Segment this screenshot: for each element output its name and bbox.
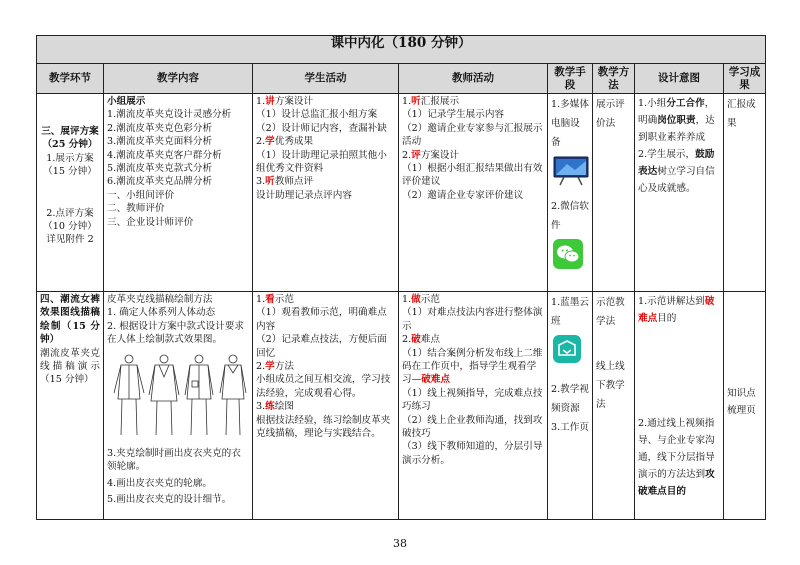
content-line: 5.潮流皮革夹克款式分析 — [107, 163, 213, 175]
student-cell: 1.看示范 （1）观看教师示范，明确难点内容 （2）记录难点技法，方便后面回忆 2.学方法 小组成员之间互相交流，学习技法经验，完成观看心得。 3.练绘图 根据技法经验，练习绘制皮革夹克线描稿，理论与实践结合。 — [253, 292, 399, 520]
activity-label: 绘图 — [274, 401, 294, 413]
table-row — [37, 292, 766, 520]
mosoteach-icon — [553, 335, 589, 370]
content-line: 三、企业设计师评价 — [107, 216, 194, 228]
means-item: 2.微信软件 — [551, 201, 589, 231]
table-title: 课中内化（180 分钟） — [37, 36, 766, 64]
lesson-plan-table — [36, 35, 766, 520]
activity-sub: 设计助理记录点评内容 — [256, 189, 352, 201]
content-line: 6.潮流皮革夹克品牌分析 — [107, 176, 213, 188]
activity-sub: （1）对难点技法内容进行整体演示 — [402, 307, 543, 332]
activity-sub: （1）根据小组汇报结果做出有效评价建议 — [402, 163, 543, 188]
student-cell: 1.讲方案设计 （1）设计总监汇报小组方案 （2）设计师记内容，查漏补缺 2.学优秀成果 （1）设计助理记录拍照其他小组优秀文件资料 3.听教师点评 设计助理记录点评内容 — [253, 94, 399, 292]
activity-label: 方案设计 — [274, 96, 314, 107]
activity-sub: （2）邀请企业专家评价建议 — [402, 189, 524, 201]
key-word: 练 — [265, 401, 275, 413]
method-item: 线上线下教学法 — [596, 361, 625, 410]
content-line: 5.画出皮衣夹克的设计细节。 — [107, 494, 232, 506]
activity-sub: （1）结合案例分析发布线上二维码在工作页中，指导学生观看学习— — [402, 347, 543, 386]
stage-item: 2.点评方案（10 分钟） — [43, 207, 97, 233]
activity-sub: （3）线下教师知道的，分层引导演示分析。 — [402, 441, 543, 466]
activity-label: 方案设计 — [420, 149, 460, 161]
intent-bold: 攻破难点目的 — [638, 469, 715, 497]
activity-sub: （2）设计师记内容，查漏补缺 — [256, 122, 387, 134]
key-word: 讲 — [265, 96, 275, 107]
content-cell — [104, 292, 253, 520]
stage-title: 三、展评方案（25 分钟） — [41, 126, 99, 151]
content-line: 一、小组间评价 — [107, 189, 175, 201]
header-stage: 教学环节 — [37, 64, 104, 94]
intent-cell — [635, 94, 724, 292]
intent-text: 树立学习自信心及成就感。 — [638, 166, 715, 194]
activity-label: 教师点评 — [274, 176, 314, 188]
intent-text: ，明确 — [638, 98, 715, 126]
key-word: 破难点 — [638, 296, 715, 324]
activity-sub: （2）线上企业教师沟通，找到攻破技巧 — [402, 414, 543, 440]
content-line: 3.潮流皮革夹克面料分析 — [107, 136, 213, 148]
wechat-icon — [553, 239, 589, 276]
means-item: 1.多媒体电脑设备 — [551, 99, 589, 148]
intent-text: 2.学生展示， — [638, 149, 696, 160]
method-cell: 展示评价法 — [593, 94, 635, 292]
activity-sub: （2）记录难点技法，方便后面回忆 — [256, 334, 387, 359]
key-word: 学 — [265, 136, 275, 148]
stage-item: 潮流皮革夹克线描稿演示（15 分钟） — [40, 347, 100, 386]
means-cell — [548, 94, 593, 292]
activity-sub: （1）设计助理记录拍照其他小组优秀文件资料 — [256, 149, 387, 175]
stage-cell — [37, 94, 104, 292]
key-word: 听 — [265, 176, 275, 188]
header-content: 教学内容 — [104, 64, 253, 94]
header-teacher: 教师活动 — [399, 64, 548, 94]
header-row — [37, 64, 766, 94]
activity-sub: 根据技法经验，练习绘制皮革夹克线描稿，理论与实践结合。 — [256, 414, 391, 440]
table-row — [37, 94, 766, 292]
header-intent: 设计意图 — [635, 64, 724, 94]
activity-sub: （1）设计总监汇报小组方案 — [256, 109, 378, 121]
header-student: 学生活动 — [253, 64, 399, 94]
key-word: 做 — [411, 294, 421, 305]
intent-text: ，达到职业素养养成 — [638, 115, 715, 143]
intent-bold: 分工合作 — [666, 98, 705, 109]
means-item: 2.教学视频资源 — [551, 384, 589, 414]
activity-label: 示范 — [420, 294, 440, 305]
stage-cell — [37, 292, 104, 520]
means-item: 1.蓝墨云班 — [551, 297, 589, 327]
teacher-cell: 1.做示范 （1）对难点技法内容进行整体演示 2.破难点 （1）结合案例分析发布线上二维码在工作页中，指导学生观看学习—破难点 （1）线上视频指导，完成难点技巧练习 （2）线上企业教师沟通，找到攻破技巧 （3）线下教师知道的，分层引导演示分析。 — [399, 292, 548, 520]
teacher-cell: 1.听汇报展示 （1）记录学生展示内容 （2）邀请企业专家参与汇报展示活动 2.评方案设计 （1）根据小组汇报结果做出有效评价建议 （2）邀请企业专家评价建议 — [399, 94, 548, 292]
content-line: 4.潮流皮革夹克客户群分析 — [107, 149, 222, 161]
key-word: 破 — [411, 334, 421, 346]
content-line: 二、教师评价 — [107, 203, 165, 215]
outcome-cell: 汇报成果 — [724, 94, 766, 292]
outcome-cell — [724, 292, 766, 520]
header-means: 教学手段 — [548, 64, 593, 94]
intent-text: 1.示范讲解达到 — [638, 296, 705, 307]
activity-sub: 小组成员之间互相交流，学习技法经验，完成观看心得。 — [256, 374, 391, 399]
smartboard-icon — [553, 156, 589, 193]
key-word: 学 — [265, 361, 275, 373]
method-cell — [593, 292, 635, 520]
intent-text: 目的 — [657, 313, 677, 324]
activity-label: 方法 — [274, 361, 294, 373]
intent-cell — [635, 292, 724, 520]
stage-item: 详见附件 2 — [46, 234, 94, 246]
key-word: 听 — [411, 96, 421, 107]
content-heading: 小组展示 — [107, 96, 146, 107]
page-number: 38 — [393, 537, 407, 550]
content-line: 2. 根据设计方案中款式设计要求在人体上绘制款式效果图。 — [107, 320, 244, 346]
activity-sub: （1）线上视频指导，完成难点技巧练习 — [402, 387, 543, 413]
content-line: 1.潮流皮革夹克设计灵感分析 — [107, 109, 232, 121]
intent-bold: 鼓励表达 — [638, 149, 715, 177]
means-cell — [548, 292, 593, 520]
outcome-text: 知识点梳理页 — [727, 388, 756, 416]
means-item: 3.工作页 — [551, 422, 589, 433]
activity-label: 示范 — [274, 294, 294, 305]
content-line: 3.夹克绘制时画出皮衣夹克的衣领轮廓。 — [107, 448, 241, 473]
activity-sub: （2）邀请企业专家参与汇报展示活动 — [402, 122, 543, 148]
activity-label: 难点 — [420, 334, 440, 346]
header-outcome: 学习成果 — [724, 64, 766, 94]
activity-sub: （1）观看教师示范，明确难点内容 — [256, 307, 387, 332]
content-cell — [104, 94, 253, 292]
content-line: 2.潮流皮革夹克色彩分析 — [107, 122, 213, 134]
method-item: 示范教学法 — [596, 297, 625, 327]
key-word: 看 — [265, 294, 275, 305]
intent-text: 1.小组 — [638, 98, 667, 109]
intent-bold: 岗位职责 — [657, 115, 696, 126]
content-line: 1. 确定人体系列人体动态 — [107, 307, 216, 319]
jacket-sketch-image — [109, 351, 249, 443]
activity-label: 汇报展示 — [420, 96, 460, 107]
header-method: 教学方法 — [593, 64, 635, 94]
activity-sub: （1）记录学生展示内容 — [402, 109, 505, 121]
activity-label: 优秀成果 — [274, 136, 314, 148]
key-word: 破难点 — [421, 374, 450, 386]
intent-text: 2.通过线上视频指导、与企业专家沟通，线下分层指导演示的方法达到 — [638, 418, 715, 480]
stage-title: 四、潮流女裤效果图线描稿绘制（15 分钟） — [40, 294, 100, 346]
content-line: 4.画出皮衣夹克的轮廓。 — [107, 477, 213, 489]
key-word: 评 — [411, 149, 421, 161]
content-heading: 皮革夹克线描稿绘制方法 — [107, 294, 213, 305]
stage-item: 1.展示方案（15 分钟） — [43, 152, 97, 178]
